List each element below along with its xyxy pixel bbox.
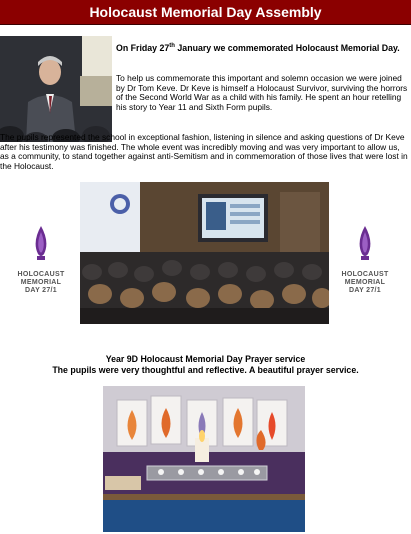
page-title: Holocaust Memorial Day Assembly [0,0,411,25]
prayer-service-photo [103,386,305,532]
logo-line-2: MEMORIAL [344,279,386,286]
logo-line-3: DAY 27/1 [349,287,381,294]
prayer-service-title: Year 9D Holocaust Memorial Day Prayer service [105,354,306,364]
holocaust-memorial-day-logo-right [330,222,400,295]
logo-line-1: HOLOCAUST [17,271,65,278]
assembly-hall-photo [80,182,329,324]
paragraph-2: The pupils represented the school in exceptional fashion, listening in silence and asking questions of Dr Keve after his testimony was finished. The whole event was incredibly moving and was very important to allow us, as a community, to stand together against anti-Semitism and in commemoration of those lives that were lost in the Holocaust. [0,132,408,171]
logo-line-2: MEMORIAL [20,279,62,286]
intro-text: On Friday 27th January we commemorated Holocaust Memorial Day. [116,42,400,53]
logo-line-1: HOLOCAUST [341,271,389,278]
speaker-photo [0,36,112,142]
logo-line-3: DAY 27/1 [25,287,57,294]
prayer-service-subtitle: The pupils were very thoughtful and reflective. A beautiful prayer service. [52,365,359,375]
holocaust-memorial-day-logo-left [6,222,76,295]
paragraph-1: To help us commemorate this important and solemn occasion we were joined by Dr Tom Keve. Dr Keve is himself a Holocaust Survivor, surviving the horrors of the Second World War as a child with his family. He spent an hour retelling his story to Year 11 and Sixth Form pupils. [116,73,408,112]
